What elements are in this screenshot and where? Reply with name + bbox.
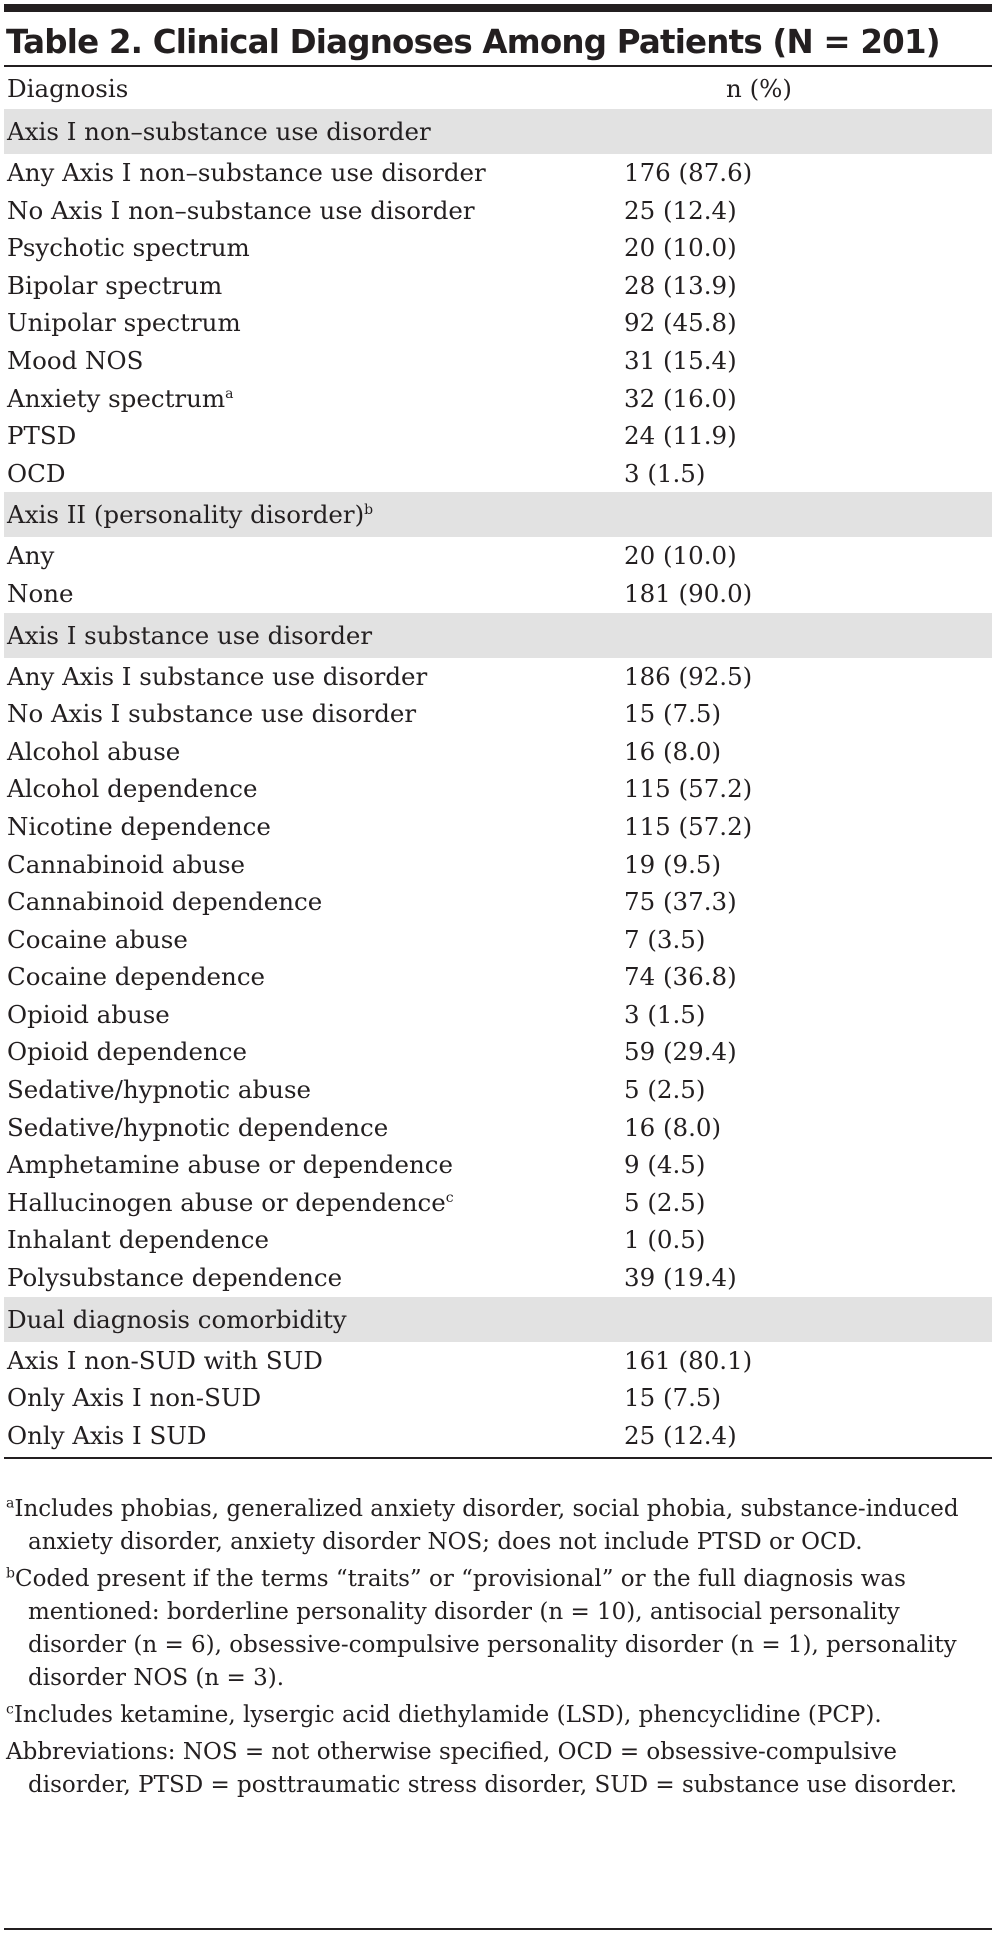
table-bottom-rule <box>4 1457 992 1459</box>
row-label <box>7 154 486 192</box>
table-row <box>4 1071 992 1109</box>
row-label-text: Only Axis I SUD <box>7 1420 207 1450</box>
footnote-text: Coded present if the terms “traits” or “provisional” or the full diagnosis was mentioned: borderline personality disorder (n = 10), antisocial personality disorder (n = 6), obsessive-compulsive personality disorder (n = 1), personality disorder NOS (n = 3). <box>14 1566 957 1691</box>
row-label-text: Opioid abuse <box>7 999 170 1029</box>
table-row <box>4 958 992 996</box>
row-label-text: None <box>7 578 74 608</box>
table-row <box>4 733 992 771</box>
row-label-text: Alcohol dependence <box>7 774 258 804</box>
row-label-text: Cocaine abuse <box>7 924 188 954</box>
row-label-text: Hallucinogen abuse or dependence <box>7 1187 446 1217</box>
row-label <box>7 1109 388 1147</box>
row-label <box>7 455 65 493</box>
table-row <box>4 342 992 380</box>
row-label-text: Axis I non-SUD with SUD <box>7 1345 323 1375</box>
table-row <box>4 1259 992 1297</box>
table-row <box>4 229 992 267</box>
diagnoses-table <box>4 69 992 1454</box>
footnote-marker: b <box>364 502 374 519</box>
row-label <box>7 267 222 305</box>
table-row <box>4 1184 992 1222</box>
row-value: 9 (4.5) <box>624 1150 706 1180</box>
table-body <box>4 109 992 1454</box>
table-row <box>4 154 992 192</box>
row-label-text: Sedative/hypnotic dependence <box>7 1112 389 1142</box>
table-row <box>4 1146 992 1184</box>
row-value: 16 (8.0) <box>624 1112 722 1142</box>
row-value: 115 (57.2) <box>624 774 753 804</box>
row-label-text: Anxiety spectrum <box>7 383 226 413</box>
footnote <box>6 1493 990 1559</box>
table-row <box>4 304 992 342</box>
row-label <box>7 1184 454 1222</box>
row-label-text: Inhalant dependence <box>7 1225 270 1255</box>
row-value: 181 (90.0) <box>624 578 753 608</box>
section-label <box>7 613 372 658</box>
row-label <box>7 921 188 959</box>
row-label <box>7 537 54 575</box>
section-label <box>7 492 373 537</box>
row-label <box>7 1259 342 1297</box>
row-label-text: Amphetamine abuse or dependence <box>7 1150 453 1180</box>
row-label-text: Polysubstance dependence <box>7 1263 343 1293</box>
row-value: 24 (11.9) <box>624 421 737 451</box>
table-row <box>4 1417 992 1455</box>
row-label <box>7 304 241 342</box>
row-label-text: PTSD <box>7 421 77 451</box>
row-label <box>7 1417 207 1455</box>
row-label <box>7 808 271 846</box>
row-label-text: Cannabinoid dependence <box>7 887 323 917</box>
row-label <box>7 733 180 771</box>
header-n-pct: n (%) <box>726 74 792 103</box>
row-label-text: Any Axis I substance use disorder <box>7 661 428 691</box>
table-row <box>4 417 992 455</box>
row-label <box>7 1146 453 1184</box>
row-label <box>7 1221 269 1259</box>
row-label-text: Mood NOS <box>7 345 144 375</box>
row-value: 25 (12.4) <box>624 195 737 225</box>
row-value: 161 (80.1) <box>624 1345 753 1375</box>
footnote <box>6 1736 990 1802</box>
row-value: 1 (0.5) <box>624 1225 706 1255</box>
row-value: 25 (12.4) <box>624 1420 737 1450</box>
row-value: 75 (37.3) <box>624 887 737 917</box>
section-header <box>4 492 992 537</box>
row-label-text: Unipolar spectrum <box>7 308 241 338</box>
row-label <box>7 417 76 455</box>
row-label-text: Any Axis I non–substance use disorder <box>7 158 486 187</box>
row-label-text: Cocaine dependence <box>7 962 266 992</box>
footnote-marker: a <box>225 385 234 402</box>
section-header <box>4 1297 992 1342</box>
row-label <box>7 229 250 267</box>
row-value: 15 (7.5) <box>624 1383 722 1413</box>
row-label-text: Nicotine dependence <box>7 811 271 841</box>
table-row <box>4 1109 992 1147</box>
table-row <box>4 380 992 418</box>
section-label-text: Dual diagnosis comorbidity <box>7 1304 347 1334</box>
table-row <box>4 658 992 696</box>
row-value: 16 (8.0) <box>624 736 722 766</box>
row-value: 7 (3.5) <box>624 924 706 954</box>
footnote-mark: a <box>6 1495 15 1512</box>
end-rule <box>4 1928 992 1930</box>
row-label <box>7 883 322 921</box>
row-label-text: No Axis I non–substance use disorder <box>7 195 475 225</box>
table-row <box>4 770 992 808</box>
section-label-text: Axis I substance use disorder <box>7 620 373 650</box>
row-value: 20 (10.0) <box>624 541 737 571</box>
row-label-text: Alcohol abuse <box>7 736 181 766</box>
table-row <box>4 455 992 493</box>
table-row <box>4 267 992 305</box>
row-label-text: Opioid dependence <box>7 1037 247 1067</box>
footnote-mark: b <box>6 1565 15 1582</box>
row-value: 115 (57.2) <box>624 811 753 841</box>
row-label <box>7 770 257 808</box>
row-label-text: No Axis I substance use disorder <box>7 699 417 729</box>
footnote-marker: c <box>445 1189 454 1206</box>
section-label-text: Axis I non–substance use disorder <box>7 117 431 146</box>
footnote <box>6 1699 990 1732</box>
table-row <box>4 1033 992 1071</box>
table-row <box>4 1342 992 1380</box>
table-row <box>4 808 992 846</box>
row-label <box>7 575 73 613</box>
section-label <box>7 1297 347 1342</box>
row-value: 186 (92.5) <box>624 661 753 691</box>
footnote-text: Includes phobias, generalized anxiety disorder, social phobia, substance-induced anxiety disorder, anxiety disorder NOS; does not include PTSD or OCD. <box>14 1496 959 1555</box>
row-label-text: Sedative/hypnotic abuse <box>7 1075 312 1105</box>
row-label <box>7 1379 261 1417</box>
row-value: 19 (9.5) <box>624 849 722 879</box>
row-value: 5 (2.5) <box>624 1187 706 1217</box>
table-row <box>4 537 992 575</box>
row-label-text: Cannabinoid abuse <box>7 849 246 879</box>
row-label-text: OCD <box>7 458 66 488</box>
row-label <box>7 380 234 418</box>
section-header <box>4 613 992 658</box>
table-row <box>4 996 992 1034</box>
header-diagnosis: Diagnosis <box>7 74 129 103</box>
row-value: 28 (13.9) <box>624 270 737 300</box>
row-value: 3 (1.5) <box>624 458 706 488</box>
table-row <box>4 192 992 230</box>
row-label-text: Only Axis I non-SUD <box>7 1383 262 1413</box>
row-value: 59 (29.4) <box>624 1037 737 1067</box>
row-label <box>7 1342 323 1380</box>
row-value: 31 (15.4) <box>624 345 737 375</box>
footnote-text: Includes ketamine, lysergic acid diethylamide (LSD), phencyclidine (PCP). <box>13 1702 882 1728</box>
top-rule <box>4 4 992 12</box>
row-label <box>7 342 143 380</box>
row-value: 74 (36.8) <box>624 962 737 992</box>
row-label <box>7 658 427 696</box>
row-value: 39 (19.4) <box>624 1263 737 1293</box>
section-label <box>7 109 431 154</box>
table-row <box>4 846 992 884</box>
table-row <box>4 575 992 613</box>
section-header <box>4 109 992 154</box>
row-label <box>7 996 170 1034</box>
row-label <box>7 846 245 884</box>
row-value: 32 (16.0) <box>624 383 737 413</box>
row-label <box>7 1071 311 1109</box>
table-row <box>4 1221 992 1259</box>
table-footnotes <box>6 1493 990 1806</box>
table-row <box>4 921 992 959</box>
row-label <box>7 695 416 733</box>
table-row <box>4 883 992 921</box>
table-row <box>4 1379 992 1417</box>
footnote <box>6 1563 990 1695</box>
row-label <box>7 1033 247 1071</box>
table-row <box>4 695 992 733</box>
row-value: 92 (45.8) <box>624 308 737 338</box>
row-value: 15 (7.5) <box>624 699 722 729</box>
footnote-mark: c <box>6 1701 14 1718</box>
row-label <box>7 958 265 996</box>
row-label-text: Psychotic spectrum <box>7 233 250 263</box>
row-value: 5 (2.5) <box>624 1075 706 1105</box>
footnote-text: Abbreviations: NOS = not otherwise specified, OCD = obsessive-compulsive disorder, PTSD = posttraumatic stress disorder, SUD = substance use disorder. <box>6 1739 958 1798</box>
row-value: 20 (10.0) <box>624 233 737 263</box>
row-value: 3 (1.5) <box>624 999 706 1029</box>
row-label-text: Bipolar spectrum <box>7 270 223 300</box>
title-rule <box>4 65 992 67</box>
table-title: Table 2. Clinical Diagnoses Among Patients (N = 201) <box>6 23 940 61</box>
row-value: 176 (87.6) <box>624 158 753 187</box>
table-header-row <box>4 69 992 109</box>
section-label-text: Axis II (personality disorder) <box>7 500 365 530</box>
row-label-text: Any <box>7 541 55 571</box>
row-label <box>7 192 475 230</box>
